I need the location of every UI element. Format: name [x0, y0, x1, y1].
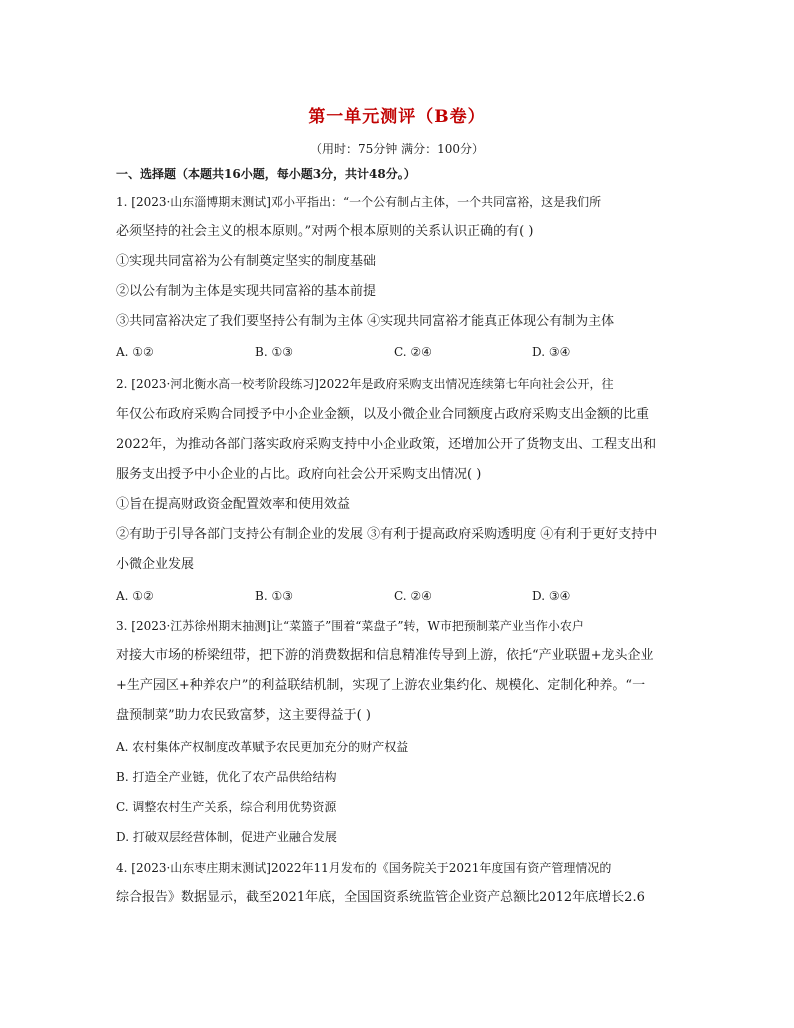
q3-option-b: B. 打造全产业链，优化了农产品供给结构: [116, 770, 337, 784]
q1-option-c: C. ②④: [394, 345, 432, 359]
q2-option-a: A. ①②: [116, 589, 154, 603]
q1-option-a: A. ①②: [116, 345, 154, 359]
section-heading: 一、选择题（本题共16小题，每小题3分，共计48分。）: [116, 167, 416, 181]
q3-option-d: D. 打破双层经营体制，促进产业融合发展: [116, 830, 337, 844]
q1-stem-line-1: 1. [2023·山东淄博期末测试]邓小平指出：“一个公有制占主体，一个共同富裕，这是我们所: [116, 195, 602, 209]
q1-statement-3-4: ③共同富裕决定了我们要坚持公有制为主体 ④实现共同富裕才能真正体现公有制为主体: [116, 314, 615, 329]
q3-stem-line-1: 3. [2023·江苏徐州期末抽测]让“菜篮子”围着“菜盘子”转，W市把预制菜产业当作小农户: [116, 619, 584, 633]
q2-stem-line-2: 年仅公布政府采购合同授予中小企业金额，以及小微企业合同额度占政府采购支出金额的比重: [116, 407, 650, 422]
q3-stem-line-3: +生产园区+种养农户”的利益联结机制，实现了上游农业集约化、规模化、定制化种养。“一: [116, 678, 646, 693]
q1-statement-1: ①实现共同富裕为公有制奠定坚实的制度基础: [116, 254, 377, 269]
q3-stem-line-4: 盘预制菜”助力农民致富梦，这主要得益于( ): [116, 708, 371, 723]
q1-stem-line-2: 必须坚持的社会主义的根本原则。”对两个根本原则的关系认识正确的有( ): [116, 224, 534, 239]
q2-option-b: B. ①③: [255, 589, 293, 603]
q1-statement-2: ②以公有制为主体是实现共同富裕的基本前提: [116, 284, 377, 299]
q3-option-c: C. 调整农村生产关系，综合利用优势资源: [116, 800, 337, 814]
q2-stem-line-4: 服务支出授予中小企业的占比。政府向社会公开采购支出情况( ): [116, 467, 482, 482]
q2-stem-line-3: 2022年，为推动各部门落实政府采购支持中小企业政策，还增加公开了货物支出、工程支出和: [116, 437, 657, 452]
q2-stem-line-1: 2. [2023·河北衡水高一校考阶段练习]2022年是政府采购支出情况连续第七年向社会公开，往: [116, 377, 614, 391]
q2-statement-4-cont: 小微企业发展: [116, 557, 195, 572]
q2-option-c: C. ②④: [394, 589, 432, 603]
page-title: 第一单元测评（B卷）: [308, 107, 486, 127]
q1-option-b: B. ①③: [255, 345, 293, 359]
q2-statement-2-4: ②有助于引导各部门支持公有制企业的发展 ③有利于提高政府采购透明度 ④有利于更好支持中: [116, 527, 658, 542]
q4-stem-line-2: 综合报告》数据显示，截至2021年底，全国国资系统监管企业资产总额比2012年底增长2.6: [116, 890, 645, 905]
exam-info: （用时：75分钟 满分：100分）: [310, 142, 484, 156]
q3-stem-line-2: 对接大市场的桥梁纽带，把下游的消费数据和信息精准传导到上游，依托“产业联盟+龙头企业: [116, 648, 654, 663]
q4-stem-line-1: 4. [2023·山东枣庄期末测试]2022年11月发布的《国务院关于2021年度国有资产管理情况的: [116, 861, 612, 875]
q2-statement-1: ①旨在提高财政资金配置效率和使用效益: [116, 497, 351, 512]
q3-option-a: A. 农村集体产权制度改革赋予农民更加充分的财产权益: [116, 740, 409, 754]
q1-option-d: D. ③④: [532, 345, 571, 359]
q2-option-d: D. ③④: [532, 589, 571, 603]
